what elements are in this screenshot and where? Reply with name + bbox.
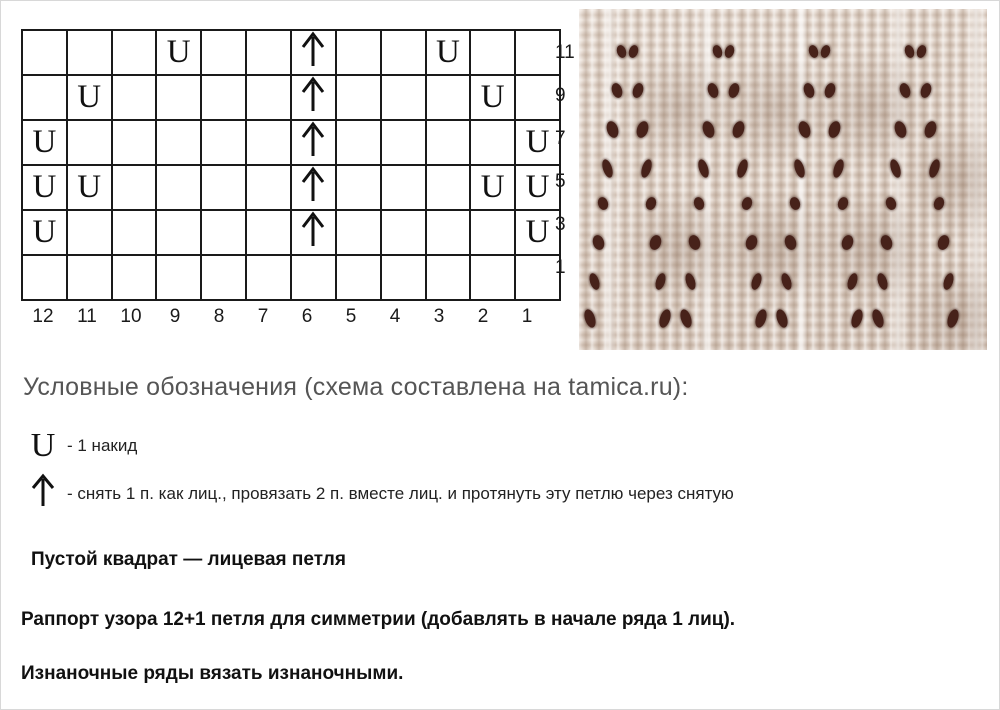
chart-cell-knit bbox=[291, 255, 336, 300]
chart-cell-knit bbox=[156, 75, 201, 120]
chart-cell-knit bbox=[201, 255, 246, 300]
chart-cell-yarn-over bbox=[426, 30, 471, 75]
chart-cell-knit bbox=[156, 165, 201, 210]
chart-column-label: 7 bbox=[257, 306, 269, 327]
legend-item-decrease-label: - снять 1 п. как лиц., провязать 2 п. вместе лиц. и протянуть эту петлю через снятую bbox=[67, 483, 734, 503]
chart-cell-knit bbox=[381, 165, 426, 210]
chart-cell-knit bbox=[112, 210, 157, 255]
legend-title: Условные обозначения (схема составлена на tamica.ru): bbox=[23, 373, 689, 401]
note-purl-rows: Изнаночные ряды вязать изнаночными. bbox=[21, 663, 404, 684]
chart-cell-yarn-over bbox=[67, 165, 112, 210]
chart-cell-knit bbox=[67, 210, 112, 255]
chart-cell-knit bbox=[112, 120, 157, 165]
chart-cell-decrease bbox=[291, 210, 336, 255]
chart-row bbox=[22, 210, 560, 255]
chart-row-label: 7 bbox=[555, 128, 566, 149]
decrease-arrow-icon bbox=[292, 211, 335, 254]
chart-column-label: 8 bbox=[213, 306, 225, 327]
chart-cell-knit bbox=[381, 30, 426, 75]
chart-row bbox=[22, 30, 560, 75]
chart-column-label: 4 bbox=[389, 306, 401, 327]
chart-cell-yarn-over bbox=[156, 30, 201, 75]
chart-cell-knit bbox=[112, 165, 157, 210]
chart-row-label: 3 bbox=[555, 214, 566, 235]
legend-item-decrease bbox=[23, 473, 734, 514]
chart-cell-yarn-over bbox=[22, 120, 67, 165]
knitted-swatch-photo bbox=[579, 9, 987, 350]
chart-cell-knit bbox=[246, 210, 291, 255]
chart-cell-knit bbox=[336, 30, 381, 75]
chart-cell-knit bbox=[336, 120, 381, 165]
chart-row bbox=[22, 255, 560, 300]
decrease-arrow-icon bbox=[292, 31, 335, 74]
chart-cell-decrease bbox=[291, 120, 336, 165]
yarn-over-icon bbox=[68, 76, 111, 119]
chart-cell-knit bbox=[336, 165, 381, 210]
yarn-over-icon bbox=[68, 166, 111, 209]
legend-item-yarn-over-label: - 1 накид bbox=[67, 436, 138, 455]
swatch-shading bbox=[899, 119, 987, 239]
chart-cell-knit bbox=[426, 120, 471, 165]
chart-cell-knit bbox=[336, 255, 381, 300]
chart-row-label: 5 bbox=[555, 171, 566, 192]
chart-cell-knit bbox=[246, 75, 291, 120]
chart-cell-knit bbox=[67, 30, 112, 75]
yarn-over-icon bbox=[23, 211, 66, 254]
chart-cell-knit bbox=[470, 120, 515, 165]
chart-cell-knit bbox=[246, 30, 291, 75]
decrease-arrow-icon bbox=[292, 76, 335, 119]
chart-cell-knit bbox=[246, 165, 291, 210]
chart-cell-knit bbox=[336, 75, 381, 120]
chart-cell-yarn-over bbox=[470, 165, 515, 210]
chart-cell-knit bbox=[336, 210, 381, 255]
chart-cell-knit bbox=[67, 120, 112, 165]
swatch-shading bbox=[899, 259, 987, 350]
chart-row bbox=[22, 75, 560, 120]
chart-column-label: 5 bbox=[345, 306, 357, 327]
chart-cell-knit bbox=[201, 30, 246, 75]
chart-cell-knit bbox=[381, 255, 426, 300]
note-rapport: Раппорт узора 12+1 петля для симметрии (добавлять в начале ряда 1 лиц). bbox=[21, 609, 736, 630]
chart-row-label: 9 bbox=[555, 85, 566, 106]
chart-cell-decrease bbox=[291, 75, 336, 120]
chart-cell-knit bbox=[426, 255, 471, 300]
chart-column-label: 11 bbox=[77, 306, 97, 327]
chart-column-label: 10 bbox=[120, 306, 142, 327]
yarn-over-icon bbox=[23, 121, 66, 164]
chart-cell-decrease bbox=[291, 165, 336, 210]
yarn-over-icon bbox=[471, 166, 514, 209]
decrease-arrow-icon bbox=[292, 166, 335, 209]
chart-column-label: 2 bbox=[477, 306, 489, 327]
chart-cell-knit bbox=[381, 210, 426, 255]
chart-row bbox=[22, 120, 560, 165]
chart-column-label: 1 bbox=[521, 306, 533, 327]
chart-cell-knit bbox=[381, 120, 426, 165]
chart-cell-knit bbox=[426, 165, 471, 210]
chart-cell-knit bbox=[156, 120, 201, 165]
chart-cell-knit bbox=[22, 255, 67, 300]
swatch-rib bbox=[605, 9, 615, 350]
chart-row bbox=[22, 165, 560, 210]
chart-column-label: 6 bbox=[301, 306, 313, 327]
decrease-arrow-icon bbox=[292, 121, 335, 164]
chart-cell-knit bbox=[246, 255, 291, 300]
chart-cell-knit bbox=[201, 165, 246, 210]
chart-cell-knit bbox=[156, 255, 201, 300]
chart-cell-knit bbox=[426, 210, 471, 255]
chart-cell-yarn-over bbox=[470, 75, 515, 120]
decrease-arrow-icon bbox=[23, 473, 63, 514]
chart-cell-knit bbox=[112, 30, 157, 75]
yarn-over-icon bbox=[23, 166, 66, 209]
chart-cell-knit bbox=[67, 255, 112, 300]
yarn-over-icon bbox=[427, 31, 470, 74]
chart-cell-yarn-over bbox=[22, 210, 67, 255]
chart-column-label: 12 bbox=[32, 306, 54, 327]
chart-cell-knit bbox=[470, 30, 515, 75]
chart-cell-knit bbox=[470, 210, 515, 255]
chart-cell-decrease bbox=[291, 30, 336, 75]
yarn-over-icon bbox=[157, 31, 200, 74]
chart-row-label: 1 bbox=[555, 257, 566, 278]
chart-cell-knit bbox=[246, 120, 291, 165]
chart-grid bbox=[21, 29, 561, 301]
chart-row-label: 11 bbox=[555, 42, 575, 63]
chart-cell-knit bbox=[201, 210, 246, 255]
chart-cell-knit bbox=[112, 255, 157, 300]
chart-column-label: 3 bbox=[433, 306, 445, 327]
chart-cell-knit bbox=[381, 75, 426, 120]
chart-cell-knit bbox=[156, 210, 201, 255]
chart-cell-knit bbox=[201, 75, 246, 120]
chart-cell-yarn-over bbox=[67, 75, 112, 120]
chart-cell-yarn-over bbox=[22, 165, 67, 210]
knitting-chart bbox=[21, 29, 561, 299]
chart-column-numbers bbox=[21, 306, 551, 334]
chart-cell-knit bbox=[22, 75, 67, 120]
chart-cell-knit bbox=[201, 120, 246, 165]
note-blank-square: Пустой квадрат — лицевая петля bbox=[31, 549, 346, 570]
yarn-over-icon: U bbox=[30, 427, 56, 464]
legend-item-yarn-over bbox=[23, 429, 137, 463]
chart-column-label: 9 bbox=[169, 306, 181, 327]
yarn-over-icon bbox=[471, 76, 514, 119]
chart-cell-knit bbox=[470, 255, 515, 300]
chart-cell-knit bbox=[426, 75, 471, 120]
chart-cell-knit bbox=[22, 30, 67, 75]
chart-cell-knit bbox=[112, 75, 157, 120]
